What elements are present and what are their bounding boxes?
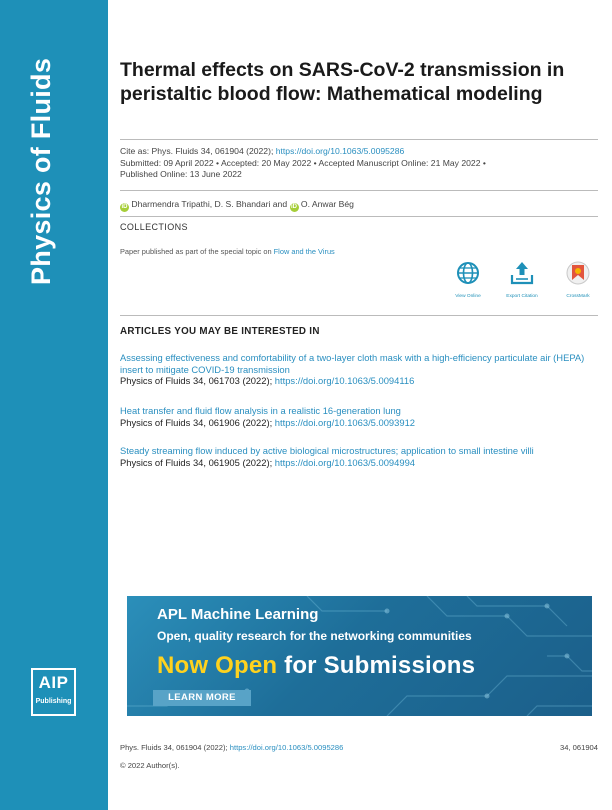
ad-headline bbox=[157, 652, 475, 680]
logo-text-aip: AIP bbox=[38, 673, 69, 692]
divider bbox=[120, 190, 598, 191]
footer-copyright: © 2022 Author(s). bbox=[120, 761, 180, 770]
footer-page-ref bbox=[120, 743, 598, 752]
collections-heading: COLLECTIONS bbox=[120, 222, 188, 232]
related-article-citation bbox=[120, 375, 590, 387]
orcid-icon[interactable]: iD bbox=[121, 204, 128, 210]
export-citation-label: Export Citation bbox=[506, 294, 538, 299]
special-topic-link[interactable]: Flow and the Virus bbox=[273, 247, 335, 256]
crossmark-icon bbox=[565, 260, 591, 286]
ad-headline-highlight: Now Open bbox=[157, 652, 278, 679]
related-article-doi-link[interactable]: https://doi.org/10.1063/5.0094994 bbox=[274, 456, 415, 468]
dates-line-1: Submitted: 09 April 2022 • Accepted: 20 May 2022 • Accepted Manuscript Online: 21 May 2022 • bbox=[120, 158, 486, 168]
related-article-title[interactable]: Assessing effectiveness and comfortability of a two-layer cloth mask with a high-efficiency particulate air (HEPA) insert to mitigate COVID-19 transmission bbox=[120, 352, 585, 375]
related-article-citation bbox=[120, 457, 590, 469]
divider bbox=[120, 315, 598, 316]
related-article-citation bbox=[120, 417, 590, 429]
special-topic-note bbox=[120, 247, 335, 256]
related-article-item bbox=[120, 352, 590, 387]
citation-line bbox=[120, 146, 598, 157]
special-topic-prefix: Paper published as part of the special topic on bbox=[120, 247, 274, 256]
related-articles-heading: ARTICLES YOU MAY BE INTERESTED IN bbox=[120, 326, 320, 337]
author-list bbox=[120, 199, 598, 212]
dates-line-2: Published Online: 13 June 2022 bbox=[120, 169, 242, 179]
view-online-button[interactable] bbox=[451, 260, 485, 299]
related-article-title[interactable]: Heat transfer and fluid flow analysis in a realistic 16-generation lung bbox=[120, 405, 401, 416]
related-article-doi-link[interactable]: https://doi.org/10.1063/5.0093912 bbox=[274, 416, 415, 428]
learn-more-button[interactable]: LEARN MORE bbox=[153, 690, 251, 706]
logo-text-publishing: Publishing bbox=[35, 698, 72, 705]
related-article-doi-link[interactable]: https://doi.org/10.1063/5.0094116 bbox=[274, 375, 415, 386]
related-article-title[interactable]: Steady streaming flow induced by active biological microstructures; application to small intestine villi bbox=[120, 445, 534, 456]
authors-text-1[interactable]: Dharmendra Tripathi, D. S. Bhandari and bbox=[131, 199, 288, 209]
footer-cite: Phys. Fluids 34, 061904 (2022); bbox=[120, 743, 230, 752]
related-article-ref: Physics of Fluids 34, 061703 (2022); bbox=[120, 375, 275, 386]
related-article-item bbox=[120, 445, 590, 469]
cite-prefix: Cite as: Phys. Fluids 34, 061904 (2022); bbox=[120, 146, 276, 156]
globe-icon bbox=[455, 260, 481, 286]
export-citation-button[interactable] bbox=[505, 260, 539, 299]
footer-page-number: 34, 061904 bbox=[559, 743, 598, 752]
crossmark-label: CrossMark bbox=[566, 294, 590, 299]
journal-name: Physics of Fluids bbox=[26, 57, 56, 285]
article-doi-link[interactable]: https://doi.org/10.1063/5.0095286 bbox=[275, 146, 405, 156]
view-online-label: View Online bbox=[455, 294, 481, 299]
related-article-ref: Physics of Fluids 34, 061905 (2022); bbox=[120, 456, 275, 468]
ad-headline-rest: for Submissions bbox=[277, 652, 476, 679]
authors-text-2[interactable]: O. Anwar Bég bbox=[300, 199, 354, 209]
crossmark-button[interactable] bbox=[561, 260, 595, 299]
ad-journal-title: APL Machine Learning bbox=[157, 606, 319, 623]
article-title: Thermal effects on SARS-CoV-2 transmission in peristaltic blood flow: Mathematical modeling bbox=[120, 59, 565, 105]
aip-publishing-logo[interactable] bbox=[31, 668, 76, 716]
related-article-ref: Physics of Fluids 34, 061906 (2022); bbox=[120, 416, 275, 428]
divider bbox=[120, 216, 598, 217]
apl-machine-learning-ad[interactable] bbox=[127, 596, 592, 716]
ad-tagline: Open, quality research for the networking communities bbox=[157, 629, 472, 643]
orcid-icon[interactable]: iD bbox=[291, 204, 298, 210]
footer-doi-link[interactable]: https://doi.org/10.1063/5.0095286 bbox=[229, 743, 344, 752]
divider bbox=[120, 139, 598, 140]
export-icon bbox=[509, 260, 535, 286]
journal-sidebar bbox=[0, 0, 108, 810]
related-article-item bbox=[120, 405, 590, 429]
